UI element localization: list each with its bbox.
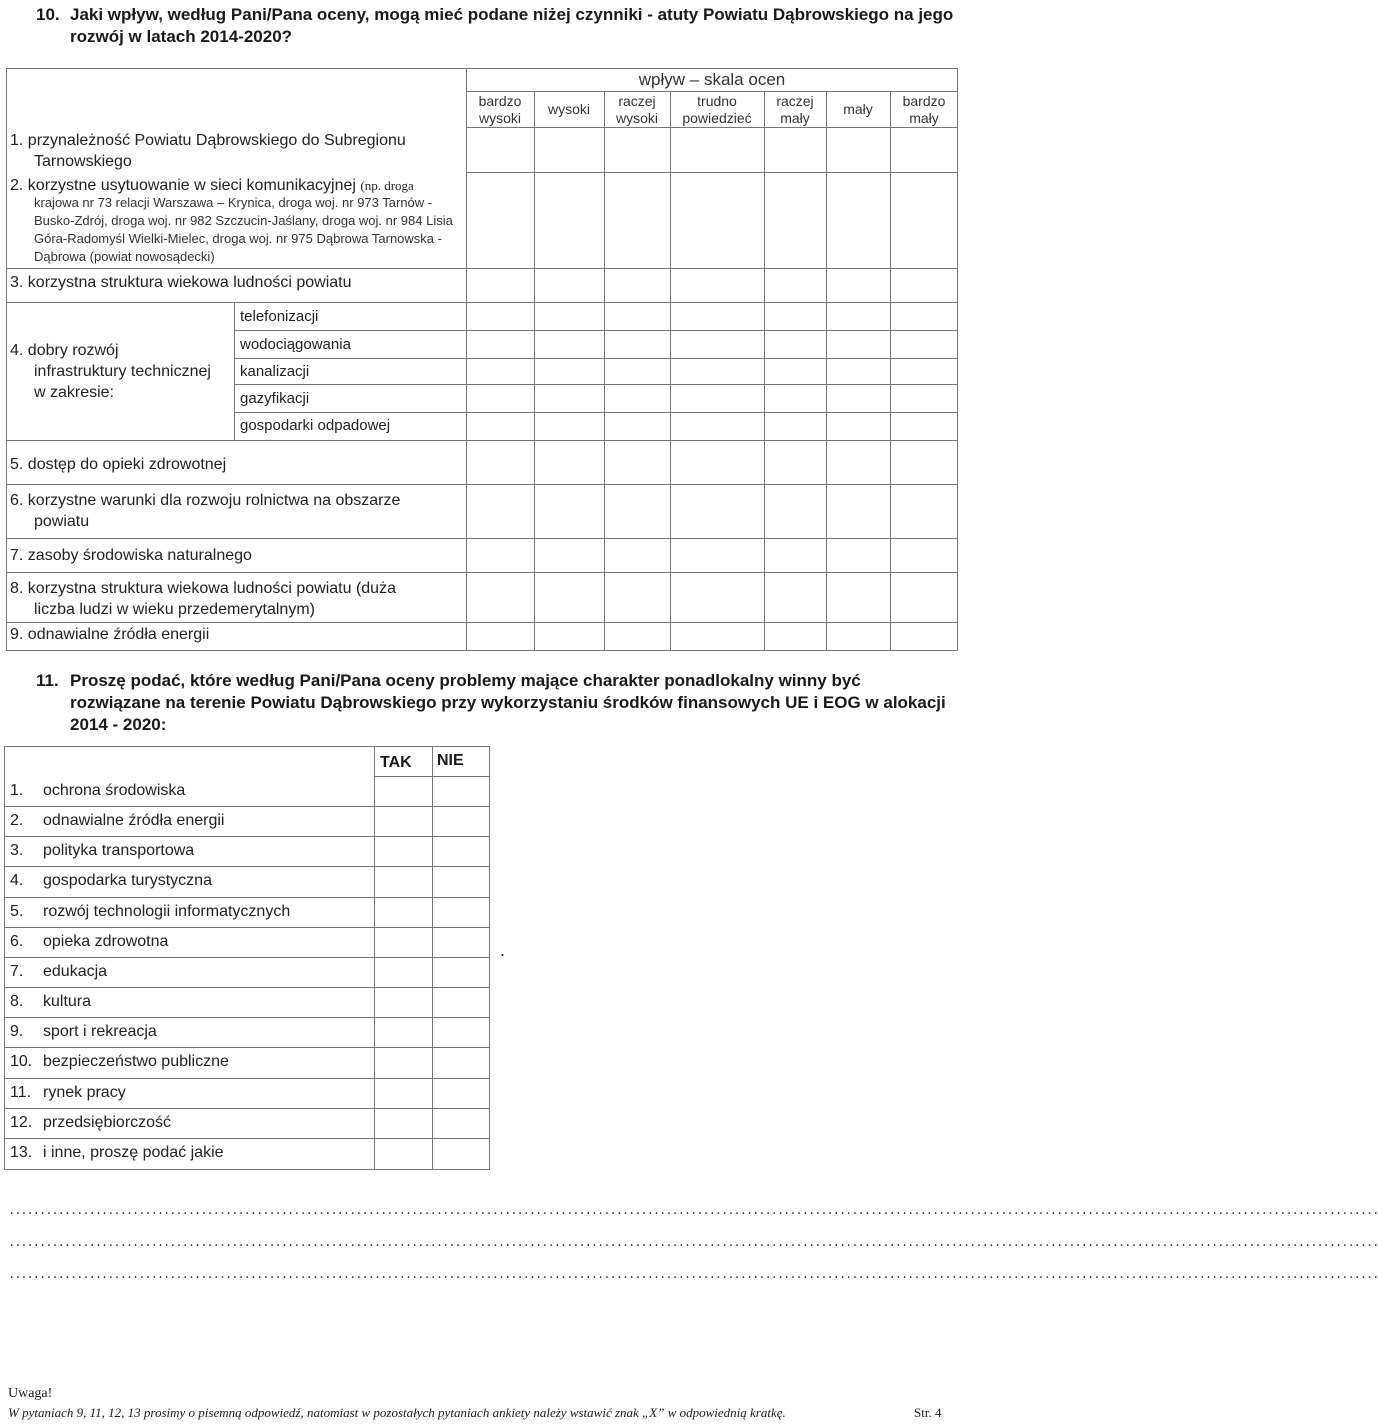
- q11-checkbox-tak[interactable]: [374, 776, 433, 806]
- q10-rating-cell[interactable]: [534, 440, 604, 484]
- q10-rating-cell[interactable]: [670, 412, 764, 440]
- q11-row-label: przedsiębiorczość: [43, 1114, 172, 1131]
- q10-rating-cell[interactable]: [466, 358, 534, 384]
- q11-checkbox-nie[interactable]: [432, 1017, 490, 1047]
- q11-checkbox-tak[interactable]: [374, 1047, 433, 1077]
- q11-checkbox-tak[interactable]: [374, 806, 433, 836]
- scale-col-6: mały: [843, 101, 873, 117]
- q11-title: Proszę podać, które według Pani/Pana oceny problemy mające charakter ponadlokalny winny być rozwiązane na terenie Powiatu Dąbrowskiego przy wykorzystaniu środków finansowych UE i EOG w alokacji 2014 - 2020:: [70, 671, 946, 734]
- q10-rating-cell[interactable]: [670, 484, 764, 538]
- q11-row: [4, 776, 490, 806]
- q11-row-divider: [4, 1078, 490, 1079]
- q10-rating-cell[interactable]: [466, 484, 534, 538]
- q11-row-number: 8.: [10, 993, 24, 1010]
- q11-row-label: rynek pracy: [43, 1084, 126, 1101]
- q10-rating-cell[interactable]: [670, 268, 764, 302]
- q11-checkbox-tak[interactable]: [374, 836, 433, 866]
- q10-rating-cell[interactable]: [764, 302, 826, 330]
- q10-item-8: 8. korzystna struktura wiekowa ludności powiatu (duża liczba ludzi w wieku przedemerytalnym): [10, 580, 396, 618]
- q10-rating-cell[interactable]: [534, 302, 604, 330]
- q10-rating-cell[interactable]: [534, 484, 604, 538]
- q10-rating-cell[interactable]: [534, 412, 604, 440]
- q11-row-label: rozwój technologii informatycznych: [43, 903, 291, 920]
- q11-row-number: 2.: [10, 812, 24, 829]
- q10-item-2: 2. korzystne usytuowanie w sieci komunikacyjnej (np. droga: [10, 177, 414, 194]
- q10-rating-cell[interactable]: [890, 127, 958, 172]
- scale-col-3: raczej wysoki: [615, 93, 658, 126]
- q10-rating-cell[interactable]: [534, 172, 604, 268]
- q11-row-label: ochrona środowiska: [43, 782, 186, 799]
- q10-rating-cell[interactable]: [826, 268, 890, 302]
- q10-item-4-sub-5: gospodarki odpadowej: [240, 417, 391, 434]
- q11-row: [4, 1047, 490, 1077]
- stray-dot: .: [500, 940, 506, 960]
- q10-rating-cell[interactable]: [670, 384, 764, 412]
- q11-row-number: 10.: [10, 1053, 33, 1070]
- q10-rating-cell[interactable]: [466, 302, 534, 330]
- q11-row-number: 7.: [10, 963, 24, 980]
- q10-rating-cell[interactable]: [466, 572, 534, 622]
- q11-checkbox-tak[interactable]: [374, 897, 433, 927]
- q11-row-divider: [4, 1108, 490, 1109]
- q10-rating-cell[interactable]: [604, 330, 670, 358]
- q11-row-divider: [374, 776, 490, 777]
- q11-row-number: 5.: [10, 903, 24, 920]
- q10-rating-cell[interactable]: [670, 330, 764, 358]
- q11-checkbox-tak[interactable]: [374, 987, 433, 1017]
- q11-row-number: 9.: [10, 1023, 24, 1040]
- q11-row-label: sport i rekreacja: [43, 1023, 157, 1040]
- scale-col-1: bardzo wysoki: [478, 93, 522, 126]
- q10-item-4-sub-1: telefonizacji: [240, 308, 319, 325]
- q10-item-4-sub-2: wodociągowania: [240, 336, 351, 353]
- q11-row-number: 3.: [10, 842, 24, 859]
- q10-rating-cell[interactable]: [604, 127, 670, 172]
- q11-row-number: 4.: [10, 872, 24, 889]
- q10-rating-cell[interactable]: [534, 358, 604, 384]
- q11-row-number: 13.: [10, 1144, 33, 1161]
- q11-row-number: 1.: [10, 782, 24, 799]
- q10-rating-cell[interactable]: [764, 358, 826, 384]
- footer-warning: Uwaga!: [8, 1386, 53, 1401]
- q10-rating-cell[interactable]: [826, 440, 890, 484]
- q11-row-label: edukacja: [43, 963, 108, 980]
- q10-rating-cell[interactable]: [534, 330, 604, 358]
- q10-rating-cell[interactable]: [764, 440, 826, 484]
- q10-rating-cell[interactable]: [604, 172, 670, 268]
- q11-row-number: 11.: [10, 1084, 32, 1101]
- footer-note: W pytaniach 9, 11, 12, 13 prosimy o pisemną odpowiedź, natomiast w pozostałych pytaniach ankiety należy wstawić znak „X” w odpowiednią kratkę.: [8, 1405, 786, 1420]
- q10-item-4-sub-3: kanalizacji: [240, 363, 310, 380]
- q11-row-label: i inne, proszę podać jakie: [43, 1144, 224, 1161]
- q10-rating-cell[interactable]: [604, 268, 670, 302]
- q11-row-divider: [4, 1047, 490, 1048]
- q10-rating-cell[interactable]: [466, 384, 534, 412]
- q11-row-number: 6.: [10, 933, 24, 950]
- q11-row: [4, 1138, 490, 1168]
- page-number: Str. 4: [914, 1405, 942, 1420]
- q10-rating-cell[interactable]: [890, 172, 958, 268]
- q10-rating-cell[interactable]: [604, 302, 670, 330]
- q11-row-divider: [4, 806, 490, 807]
- q11-row-label: odnawialne źródła energii: [43, 812, 225, 829]
- col-tak: TAK: [380, 754, 412, 771]
- col-nie: NIE: [437, 752, 464, 769]
- q11-checkbox-nie[interactable]: [432, 957, 490, 987]
- answer-line-3[interactable]: .............................................................................................................................................................................................................................: [8, 1268, 1378, 1282]
- q10-rating-cell[interactable]: [534, 384, 604, 412]
- q11-row-label: kultura: [43, 993, 92, 1010]
- q10-rating-cell[interactable]: [604, 484, 670, 538]
- q11-checkbox-tak[interactable]: [374, 1078, 433, 1108]
- scale-col-5: raczej mały: [776, 93, 814, 126]
- q10-rating-cell[interactable]: [826, 384, 890, 412]
- q11-row-label: polityka transportowa: [43, 842, 195, 859]
- q11-row: [4, 1108, 490, 1138]
- q10-rating-cell[interactable]: [534, 268, 604, 302]
- q10-rating-cell[interactable]: [670, 622, 764, 651]
- q10-rating-cell[interactable]: [534, 538, 604, 572]
- q10-rating-cell[interactable]: [670, 302, 764, 330]
- q10-number: 10.: [36, 5, 60, 24]
- q11-row-divider: [4, 866, 490, 867]
- q11-row-divider: [4, 957, 490, 958]
- q10-rating-cell[interactable]: [670, 358, 764, 384]
- q10-rating-cell[interactable]: [466, 440, 534, 484]
- q10-item-1: 1. przynależność Powiatu Dąbrowskiego do Subregionu Tarnowskiego: [10, 132, 406, 170]
- q11-row-divider: [4, 1138, 490, 1139]
- q11-row: [4, 927, 490, 957]
- q11-row-label: opieka zdrowotna: [43, 933, 169, 950]
- q10-rating-cell[interactable]: [466, 127, 534, 172]
- q10-rating-cell[interactable]: [764, 384, 826, 412]
- q11-checkbox-nie[interactable]: [432, 987, 490, 1017]
- q10-item-4: 4. dobry rozwój infrastruktury technicznej w zakresie:: [10, 342, 211, 401]
- scale-col-2: wysoki: [547, 101, 590, 117]
- q11-row-divider: [4, 1017, 490, 1018]
- q10-rating-cell[interactable]: [604, 440, 670, 484]
- q10-rating-cell[interactable]: [670, 172, 764, 268]
- q11-checkbox-nie[interactable]: [432, 1078, 490, 1108]
- q10-title: Jaki wpływ, według Pani/Pana oceny, mogą mieć podane niżej czynniki - atuty Powiatu Dąbrowskiego na jego rozwój w latach 2014-2020?: [70, 5, 954, 46]
- q11-checkbox-tak[interactable]: [374, 927, 433, 957]
- q10-rating-cell[interactable]: [670, 572, 764, 622]
- q10-rating-cell[interactable]: [604, 412, 670, 440]
- q10-rating-cell[interactable]: [466, 268, 534, 302]
- q11-row: [4, 1078, 490, 1108]
- q10-rating-cell[interactable]: [764, 538, 826, 572]
- q10-rating-cell[interactable]: [890, 412, 958, 440]
- q11-row: [4, 1017, 490, 1047]
- q10-rating-cell[interactable]: [826, 172, 890, 268]
- q10-rating-cell[interactable]: [604, 538, 670, 572]
- scale-col-4: trudno powiedzieć: [682, 93, 752, 126]
- q10-rating-cell[interactable]: [826, 302, 890, 330]
- q10-rating-cell[interactable]: [604, 622, 670, 651]
- q10-rating-cell[interactable]: [764, 330, 826, 358]
- q10-rating-cell[interactable]: [764, 268, 826, 302]
- q10-rating-cell[interactable]: [604, 384, 670, 412]
- q11-checkbox-nie[interactable]: [432, 927, 490, 957]
- q11-row-divider: [4, 927, 490, 928]
- q10-rating-cell[interactable]: [890, 538, 958, 572]
- q11-row: [4, 897, 490, 927]
- q10-rating-cell[interactable]: [890, 484, 958, 538]
- q10-rating-cell[interactable]: [604, 572, 670, 622]
- q10-rating-cell[interactable]: [764, 127, 826, 172]
- q10-rating-cell[interactable]: [890, 268, 958, 302]
- q11-row: [4, 866, 490, 896]
- q11-row-divider: [4, 836, 490, 837]
- q10-rating-cell[interactable]: [890, 440, 958, 484]
- q10-rating-cell[interactable]: [466, 172, 534, 268]
- q11-checkbox-nie[interactable]: [432, 776, 490, 806]
- q11-checkbox-nie[interactable]: [432, 1108, 490, 1138]
- q11-row-label: bezpieczeństwo publiczne: [43, 1053, 229, 1070]
- answer-line-1[interactable]: .............................................................................................................................................................................................................................: [8, 1204, 1378, 1218]
- q10-rating-cell[interactable]: [764, 572, 826, 622]
- q10-item-7: 7. zasoby środowiska naturalnego: [10, 547, 252, 564]
- q10-rating-cell[interactable]: [534, 622, 604, 651]
- q10-rating-cell[interactable]: [826, 572, 890, 622]
- q10-rating-cell[interactable]: [826, 330, 890, 358]
- q10-item-9: 9. odnawialne źródła energii: [10, 626, 210, 643]
- q10-rating-cell[interactable]: [670, 440, 764, 484]
- q11-row-divider: [4, 987, 490, 988]
- q10-rating-cell[interactable]: [466, 412, 534, 440]
- q10-rating-cell[interactable]: [670, 127, 764, 172]
- q10-rating-cell[interactable]: [534, 572, 604, 622]
- q10-rating-cell[interactable]: [826, 538, 890, 572]
- q11-row: [4, 806, 490, 836]
- q10-item-5: 5. dostęp do opieki zdrowotnej: [10, 456, 227, 473]
- q10-rating-cell[interactable]: [764, 622, 826, 651]
- q10-item-2-details: krajowa nr 73 relacji Warszawa – Krynica, droga woj. nr 973 Tarnów - Busko-Zdrój, droga woj. nr 982 Szczucin-Jaślany, droga woj. nr 984 Lisia Góra-Radomyśl Wielki-Mielec, droga woj. nr 975 Dąbrowa Tarnowska - Dąbrowa (powiat nowosądecki): [34, 195, 453, 264]
- q11-row-divider: [4, 897, 490, 898]
- q10-rating-cell[interactable]: [534, 127, 604, 172]
- q10-item-6: 6. korzystne warunki dla rozwoju rolnictwa na obszarze powiatu: [10, 492, 401, 530]
- q10-rating-cell[interactable]: [826, 484, 890, 538]
- q10-rating-cell[interactable]: [826, 358, 890, 384]
- answer-line-2[interactable]: .............................................................................................................................................................................................................................: [8, 1236, 1378, 1250]
- q10-rating-cell[interactable]: [890, 302, 958, 330]
- q10-rating-cell[interactable]: [604, 358, 670, 384]
- q11-checkbox-nie[interactable]: [432, 836, 490, 866]
- q11-checkbox-nie[interactable]: [432, 897, 490, 927]
- q10-rating-cell[interactable]: [764, 484, 826, 538]
- q11-checkbox-tak[interactable]: [374, 866, 433, 896]
- q11-checkbox-tak[interactable]: [374, 1017, 433, 1047]
- q10-rating-cell[interactable]: [890, 384, 958, 412]
- q10-rating-cell[interactable]: [764, 412, 826, 440]
- q10-rating-cell[interactable]: [890, 358, 958, 384]
- q11-checkbox-nie[interactable]: [432, 806, 490, 836]
- scale-col-7: bardzo mały: [902, 93, 946, 126]
- q10-rating-cell[interactable]: [764, 172, 826, 268]
- q10-rating-cell[interactable]: [466, 330, 534, 358]
- q10-scale-title: wpływ – skala ocen: [638, 70, 786, 89]
- q11-checkbox-nie[interactable]: [432, 866, 490, 896]
- q10-rating-cell[interactable]: [826, 622, 890, 651]
- q11-checkbox-tak[interactable]: [374, 957, 433, 987]
- q11-row-number: 12.: [10, 1114, 33, 1131]
- q11-checkbox-nie[interactable]: [432, 1047, 490, 1077]
- q11-row-label: gospodarka turystyczna: [43, 872, 212, 889]
- q10-rating-cell[interactable]: [466, 622, 534, 651]
- q10-rating-cell[interactable]: [890, 330, 958, 358]
- q10-rating-cell[interactable]: [670, 538, 764, 572]
- q11-row: [4, 957, 490, 987]
- q10-rating-cell[interactable]: [826, 127, 890, 172]
- q11-checkbox-nie[interactable]: [432, 1138, 490, 1168]
- q10-rating-cell[interactable]: [826, 412, 890, 440]
- q11-row: [4, 836, 490, 866]
- q10-rating-cell[interactable]: [890, 622, 958, 651]
- q11-row: [4, 987, 490, 1017]
- q10-rating-cell[interactable]: [890, 572, 958, 622]
- q11-checkbox-tak[interactable]: [374, 1138, 433, 1168]
- q11-number: 11.: [36, 671, 59, 690]
- q10-rating-cell[interactable]: [466, 538, 534, 572]
- q10-item-3: 3. korzystna struktura wiekowa ludności powiatu: [10, 274, 352, 291]
- q11-checkbox-tak[interactable]: [374, 1108, 433, 1138]
- q10-item-4-sub-4: gazyfikacji: [240, 390, 310, 407]
